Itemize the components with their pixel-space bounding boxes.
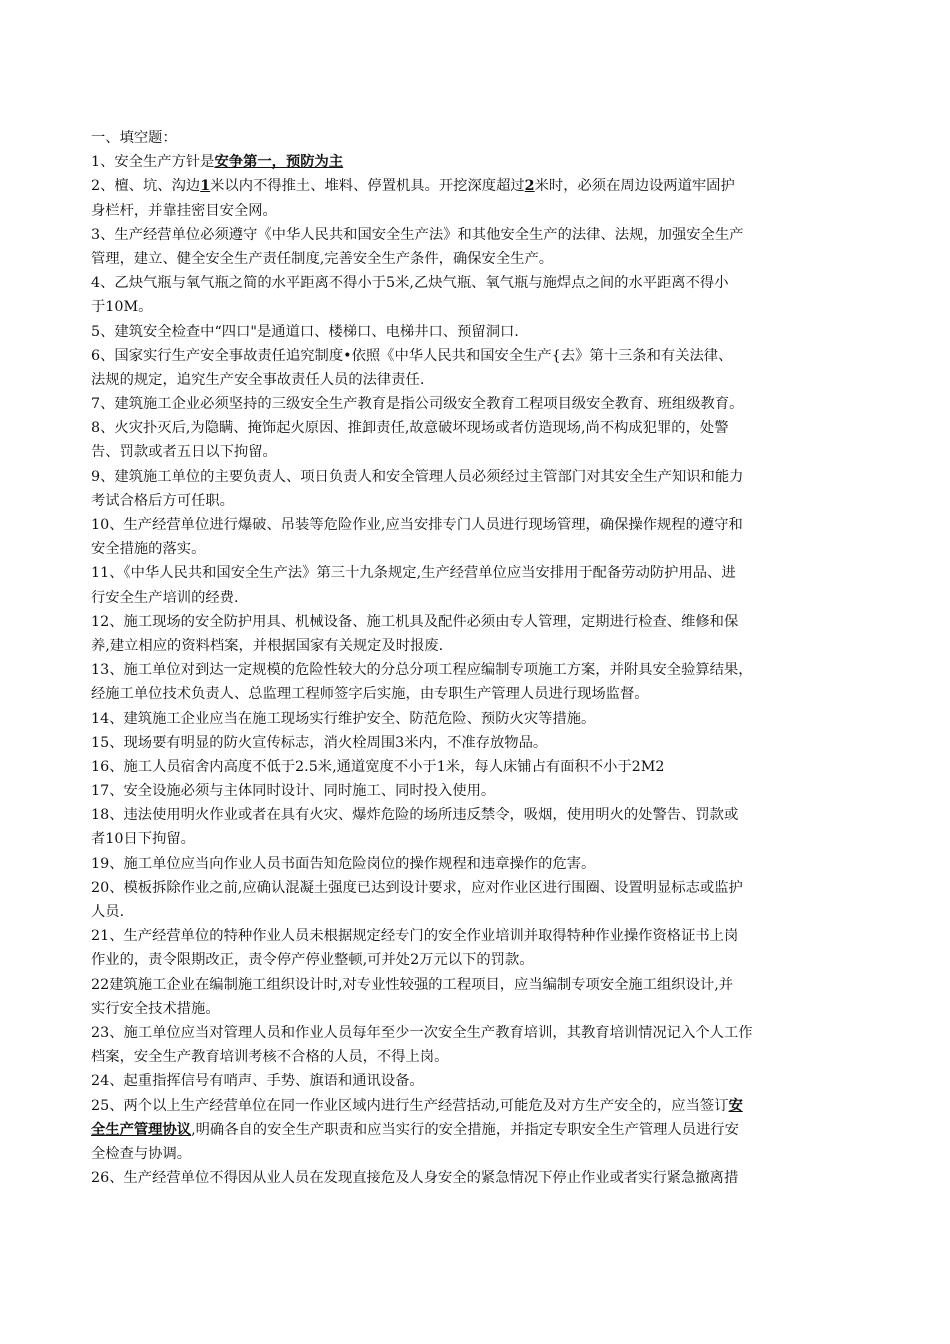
text-line — [91, 150, 869, 174]
underlined-answer: 2 — [524, 178, 535, 195]
text-line — [91, 1094, 869, 1118]
text-line — [91, 247, 869, 271]
text-segment: 安全措施的落实。 — [91, 541, 206, 558]
text-segment: 24、起重指挥信号有哨声、手势、旗语和通讯设备。 — [91, 1073, 424, 1090]
text-segment: 实行安全技术措施。 — [91, 1000, 220, 1017]
text-segment: ,明确各自的安全生产职责和应当实行的安全措施，并指定专职安全生产管理人员进行安 — [191, 1121, 739, 1138]
text-line — [91, 1118, 869, 1142]
text-segment: 人员. — [91, 904, 125, 920]
text-segment: 10、生产经营单位进行爆破、吊装等危险作业,应当安排专门人员进行现场管理，确保操作规程的遵守和 — [91, 517, 743, 533]
text-segment: 行安全生产培训的经费. — [91, 589, 239, 606]
text-segment: 养,建立相应的资料档案，并根据国家有关规定及时报废. — [91, 637, 444, 654]
underlined-answer: 安 — [728, 1097, 743, 1114]
text-line — [91, 1142, 869, 1166]
text-line — [91, 779, 869, 803]
text-segment: 15、现场要有明显的防火宣传标志，消火栓周围3米内，不准存放物品。 — [91, 734, 548, 751]
text-line — [91, 900, 869, 924]
text-line — [91, 682, 869, 706]
text-segment: 告、罚款或者五日以下拘留。 — [91, 444, 277, 461]
text-segment: 25、两个以上生产经营单位在同一作业区域内进行生产经营括动,可能危及对方生产安全的，应当签订 — [91, 1097, 729, 1114]
text-segment: 7、建筑施工企业必须坚持的三级安全生产教育是指公司级安全教育工程项目级安全教育、班组级教育。 — [91, 396, 744, 413]
underlined-answer: 1 — [200, 178, 211, 195]
text-segment: 20、模板拆除作业之前,应确认混凝土强度已达到设计要求，应对作业区进行围圈、设置明显标志或监护 — [91, 879, 743, 896]
text-segment: 经施工单位技术负责人、总监理工程师签字后实施，由专职生产管理人员进行现场监督。 — [91, 686, 649, 703]
text-line — [91, 1069, 869, 1093]
text-segment: 21、生产经营单位的特种作业人员未根据规定经专门的安全作业培训并取得特种作业操作资格证书上岗 — [91, 928, 739, 945]
text-segment: 者10日下拘留。 — [91, 831, 195, 848]
text-line — [91, 658, 869, 682]
text-line — [91, 852, 869, 876]
text-segment: 考试合格后方可任职。 — [91, 492, 234, 509]
text-segment: 全检查与协调。 — [91, 1145, 192, 1162]
text-segment: 13、施工单位对到达一定规模的危险性较大的分总分项工程应编制专项施工方案，并附具安全验算结果， — [91, 662, 753, 679]
text-line — [91, 440, 869, 464]
text-segment: 9、建筑施工单位的主要负责人、项日负责人和安全管理人员必须经过主管部门对其安全生产知识和能力 — [91, 468, 744, 485]
text-segment: 6、国家实行生产安全事故责任追究制度•依照《中华人民共和国安全生产{去》第十三条和有关法律、 — [91, 347, 733, 364]
text-line — [91, 174, 869, 198]
text-line — [91, 320, 869, 344]
text-line — [91, 1045, 869, 1069]
text-line — [91, 803, 869, 827]
text-line — [91, 997, 869, 1021]
text-segment: 米以内不得推土、堆料、停置机具。开挖深度超过 — [210, 178, 525, 195]
text-line — [91, 223, 869, 247]
text-line — [91, 1021, 869, 1045]
text-line — [91, 561, 869, 585]
text-line — [91, 1166, 869, 1190]
document-body — [91, 126, 869, 1190]
text-line — [91, 610, 869, 634]
text-segment: 管理，建立、健全安全生产责任制度,完善安全生产条件，确保安全生产。 — [91, 250, 554, 267]
text-line — [91, 876, 869, 900]
underlined-answer: 全生产管理协议 — [91, 1121, 192, 1138]
text-line — [91, 392, 869, 416]
text-line — [91, 731, 869, 755]
text-line — [91, 973, 869, 997]
text-segment: 身栏杆，并靠挂密目安全网。 — [91, 202, 277, 219]
text-line — [91, 416, 869, 440]
text-segment: 2、檀、坑、沟边 — [91, 178, 201, 195]
text-line — [91, 199, 869, 223]
text-line — [91, 948, 869, 972]
text-segment: 11、《中华人民共和国安全生产法》第三十九条规定,生产经营单位应当安排用于配备劳动防护用品、进 — [91, 565, 736, 582]
text-segment: 26、生产经营单位不得因从业人员在发现直接危及人身安全的紧急情况下停止作业或者实行紧急撤离措 — [91, 1170, 739, 1187]
text-segment: 档案，安全生产教育培训考核不合格的人员，不得上岗。 — [91, 1049, 449, 1066]
text-segment: 19、施工单位应当向作业人员书面告知危险岗位的操作规程和违章操作的危害。 — [91, 855, 596, 872]
text-segment: 5、建筑安全检查中“四口"是通道口、楼梯口、电梯井口、预留洞口. — [91, 323, 519, 340]
text-line — [91, 755, 869, 779]
text-segment: 4、乙炔气瓶与氧气瓶之简的水平距离不得小于5米,乙炔气瓶、氧气瓶与施焊点之间的水平距离不得小 — [91, 275, 729, 292]
text-line — [91, 586, 869, 610]
text-line — [91, 827, 869, 851]
text-segment: 17、安全设施必须与主体同时设计、同时施工、同时投入使用。 — [91, 783, 496, 800]
text-segment: 8、火灾扑灭后,为隐瞒、掩饰起火原因、推卸责任,故意破坏现场或者仿造现场,尚不构成犯罪的，处警 — [91, 420, 729, 437]
text-segment: 14、建筑施工企业应当在施工现场实行维护安全、防范危险、预防火灾等措施。 — [91, 710, 596, 727]
text-segment: 16、施工人员宿舍内高度不低于2.5米,通道宽度不小于1米，每人床铺占有面积不小于2M2 — [91, 758, 665, 775]
text-line — [91, 465, 869, 489]
text-line — [91, 634, 869, 658]
section-heading — [91, 126, 869, 150]
underlined-answer: 安争第一，预防为主 — [214, 154, 344, 171]
text-segment: 于10M。 — [91, 299, 153, 316]
text-segment: 23、施工单位应当对管理人员和作业人员每年至少一次安全生产教育培训，其教育培训情况记入个人工作 — [91, 1024, 753, 1041]
text-segment: 作业的，责令限期改正，责令停产停业整顿,可并处2万元以下的罚款。 — [91, 952, 534, 969]
text-segment: 22建筑施工企业在编制施工组织设计时,对专业性较强的工程项目，应当编制专项安全施工组织设计,并 — [91, 976, 734, 993]
text-line — [91, 344, 869, 368]
text-line — [91, 489, 869, 513]
text-line — [91, 295, 869, 319]
text-line — [91, 513, 869, 537]
text-segment: 1、安全生产方针是 — [91, 154, 215, 171]
text-line — [91, 924, 869, 948]
text-segment: 一、填空题： — [91, 130, 177, 146]
text-line — [91, 537, 869, 561]
text-line — [91, 368, 869, 392]
text-line — [91, 707, 869, 731]
text-segment: 米时，必须在周边设两道牢固护 — [534, 178, 735, 195]
text-line — [91, 271, 869, 295]
text-segment: 3、生产经营单位必须遵守《中华人民共和国安全生产法》和其他安全生产的法律、法规，加强安全生产 — [91, 226, 744, 243]
text-segment: 18、违法使用明火作业或者在具有火灾、爆炸危险的场所违反禁令，吸烟，使用明火的处警告、罚款或 — [91, 807, 739, 824]
text-segment: 12、施工现场的安全防护用具、机械设备、施工机具及配件必须由专人管理，定期进行检查、维修和保 — [91, 613, 739, 630]
text-segment: 法规的规定，追究生产安全事故责任人员的法律责任. — [91, 371, 425, 388]
